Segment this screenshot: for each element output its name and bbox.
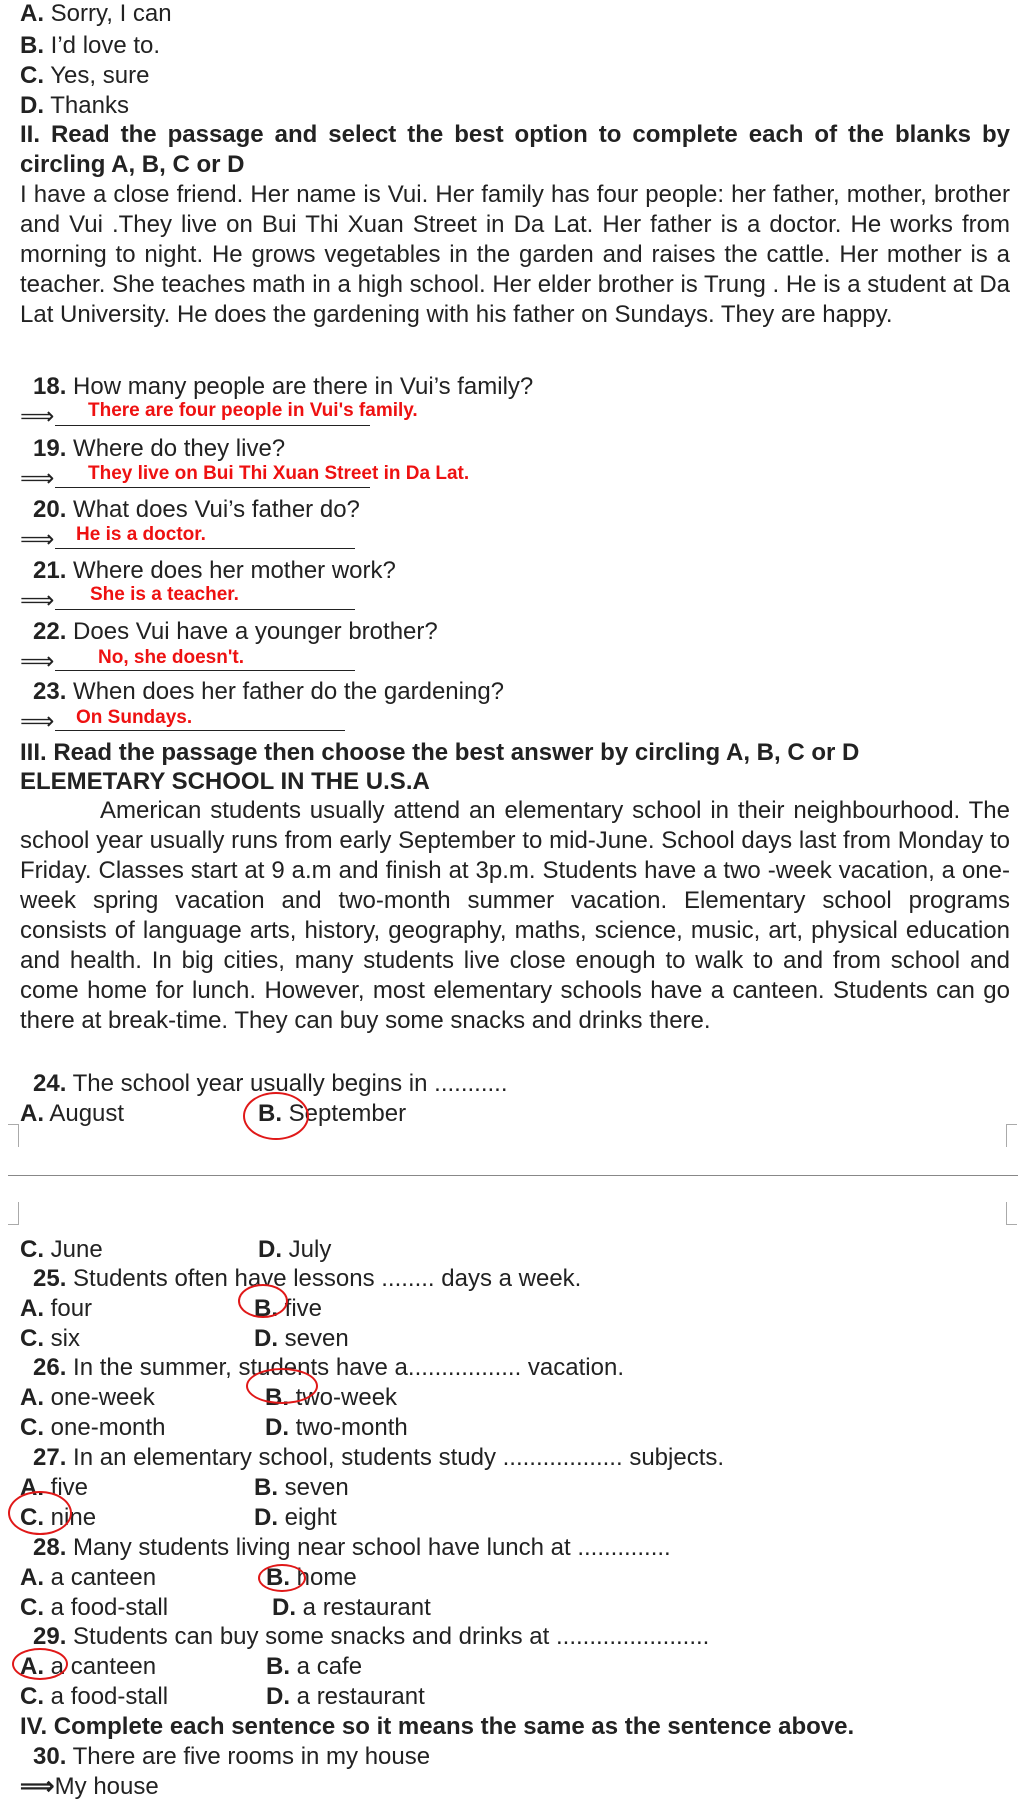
- section-2-passage: I have a close friend. Her name is Vui. Her family has four people: her father, mother, brother and Vui .They live on Bui Thi Xuan Street in Da Lat. Her father is a doctor. He works from morning to night. He grows vegetables in the garden and raises the cattle. Her mother is a teacher. She teaches math in a high school. Her elder brother is Trung . He is a student at Da Lat University. He does the gardening with his father on Sundays. They are happy.: [20, 181, 1010, 328]
- answer-circle-28: [258, 1564, 306, 1592]
- question-25: 25. Students often have lessons ........ days a week.: [33, 1265, 582, 1292]
- passage-title: ELEMETARY SCHOOL IN THE U.S.A: [20, 768, 430, 795]
- question-26: 26. In the summer, students have a................. vacation.: [33, 1354, 624, 1381]
- answer-arrow: ⟹: [20, 708, 55, 735]
- option-25-d[interactable]: D. seven: [254, 1325, 349, 1352]
- answer-circle-27: [8, 1491, 72, 1535]
- answer-arrow: ⟹: [20, 403, 55, 430]
- handwritten-answer-18: There are four people in Vui's family.: [88, 400, 418, 421]
- answer-arrow: ⟹: [20, 526, 55, 553]
- section-2-heading: II. Read the passage and select the best option to complete each of the blanks by circling A, B, C or D: [20, 121, 1010, 178]
- top-option-a: A. Sorry, I can: [20, 0, 172, 27]
- option-24-b[interactable]: B. September: [258, 1100, 407, 1127]
- option-25-b[interactable]: B. five: [254, 1295, 323, 1322]
- question-30-answer-start: ⟹ My house: [20, 1773, 159, 1800]
- answer-arrow: ⟹: [20, 587, 55, 614]
- section-3-heading: III. Read the passage then choose the best answer by circling A, B, C or D: [20, 739, 860, 766]
- option-26-b[interactable]: B. two-week: [265, 1384, 398, 1411]
- option-27-c[interactable]: C. nine: [20, 1504, 97, 1531]
- question-23: 23. When does her father do the gardening?: [33, 678, 505, 705]
- option-29-a[interactable]: A. a canteen: [20, 1653, 157, 1680]
- question-29: 29. Students can buy some snacks and drinks at .......................: [33, 1623, 710, 1650]
- page-corner-mark: [8, 1202, 19, 1225]
- option-26-a[interactable]: A. one-week: [20, 1384, 155, 1411]
- handwritten-answer-20: He is a doctor.: [76, 524, 206, 545]
- option-29-b[interactable]: B. a cafe: [266, 1653, 363, 1680]
- option-28-c[interactable]: C. a food-stall: [20, 1594, 169, 1621]
- option-28-d[interactable]: D. a restaurant: [272, 1594, 431, 1621]
- question-22: 22. Does Vui have a younger brother?: [33, 618, 438, 645]
- option-27-d[interactable]: D. eight: [254, 1504, 337, 1531]
- option-29-d[interactable]: D. a restaurant: [266, 1683, 425, 1710]
- question-27: 27. In an elementary school, students study .................. subjects.: [33, 1444, 725, 1471]
- answer-arrow: ⟹: [20, 465, 55, 492]
- answer-circle-24: [243, 1092, 309, 1140]
- section-4-heading: IV. Complete each sentence so it means the same as the sentence above.: [20, 1713, 855, 1740]
- option-24-d[interactable]: D. July: [258, 1236, 332, 1263]
- handwritten-answer-23: On Sundays.: [76, 707, 193, 728]
- answer-arrow: ⟹: [20, 648, 55, 675]
- section-3-passage: American students usually attend an elementary school in their neighbourhood. The school year usually runs from early September to mid-June. School days last from Monday to Friday. Classes start at 9 a.m and finish at 3p.m. Students have a two -week vacation, a one-week spring vacation and two-month summer vacation. Elementary school programs consists of language arts, history, geography, maths, science, music, art, physical education and health. In big cities, many students live close enough to walk to and from school and come home for lunch. However, most elementary schools have a canteen. Students can go there at break-time. They can buy some snacks and drinks there.: [20, 797, 1010, 1034]
- question-21: 21. Where does her mother work?: [33, 557, 396, 584]
- option-28-b[interactable]: B. home: [266, 1564, 357, 1591]
- option-26-d[interactable]: D. two-month: [265, 1414, 408, 1441]
- option-28-a[interactable]: A. a canteen: [20, 1564, 157, 1591]
- question-24: 24. The school year usually begins in ...........: [33, 1070, 508, 1097]
- handwritten-answer-22: No, she doesn't.: [98, 647, 244, 668]
- option-27-b[interactable]: B. seven: [254, 1474, 349, 1501]
- question-18: 18. How many people are there in Vui’s family?: [33, 373, 534, 400]
- question-28: 28. Many students living near school have lunch at ..............: [33, 1534, 671, 1561]
- option-26-c[interactable]: C. one-month: [20, 1414, 166, 1441]
- handwritten-answer-19: They live on Bui Thi Xuan Street in Da Lat.: [88, 463, 470, 484]
- page-break-line: [8, 1175, 1018, 1176]
- answer-circle-26: [246, 1368, 318, 1404]
- page-corner-mark: [8, 1124, 19, 1147]
- top-option-d: D. Thanks: [20, 92, 129, 119]
- option-27-a[interactable]: A. five: [20, 1474, 89, 1501]
- question-30: 30. There are five rooms in my house: [33, 1743, 431, 1770]
- question-20: 20. What does Vui’s father do?: [33, 496, 360, 523]
- option-24-c[interactable]: C. June: [20, 1236, 103, 1263]
- page-corner-mark: [1006, 1124, 1017, 1147]
- handwritten-answer-21: She is a teacher.: [90, 584, 239, 605]
- option-29-c[interactable]: C. a food-stall: [20, 1683, 169, 1710]
- page-corner-mark: [1006, 1202, 1017, 1225]
- option-25-c[interactable]: C. six: [20, 1325, 81, 1352]
- option-25-a[interactable]: A. four: [20, 1295, 93, 1322]
- answer-circle-25: [238, 1284, 288, 1318]
- top-option-c: C. Yes, sure: [20, 62, 150, 89]
- option-24-a[interactable]: A. August: [20, 1100, 125, 1127]
- top-option-b: B. I’d love to.: [20, 32, 161, 59]
- question-19: 19. Where do they live?: [33, 435, 286, 462]
- answer-circle-29: [12, 1648, 68, 1680]
